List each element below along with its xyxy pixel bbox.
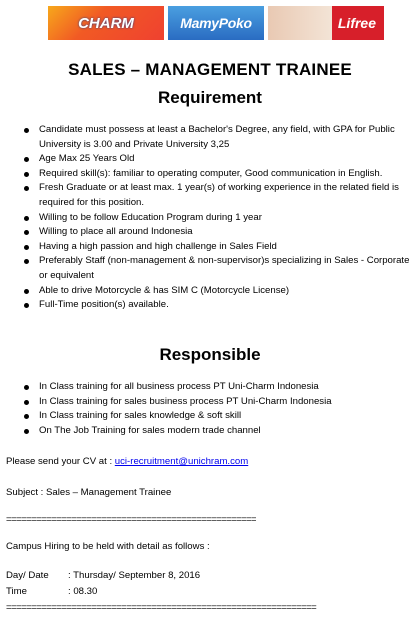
page-title: SALES – MANAGEMENT TRAINEE xyxy=(68,60,352,79)
date-value: : Thursday/ September 8, 2016 xyxy=(68,570,201,581)
responsible-heading: Responsible xyxy=(159,345,261,364)
requirement-item: Required skill(s): familiar to operating computer, Good communication in English. xyxy=(20,167,415,182)
responsible-item: In Class training for all business process PT Uni-Charm Indonesia xyxy=(20,380,415,395)
requirement-item: Candidate must possess at least a Bachelor's Degree, any field, with GPA for Public University is 3.00 and Private University 3,25 xyxy=(20,123,415,152)
responsible-item: In Class training for sales knowledge & soft skill xyxy=(20,409,415,424)
separator-long: ============================================================== xyxy=(6,602,317,613)
email-link[interactable]: uci-recruitment@unichram.com xyxy=(114,456,249,467)
responsible-list xyxy=(20,380,415,438)
charm-logo-text: CHARM xyxy=(78,14,134,32)
requirement-item: Willing to be follow Education Program during 1 year xyxy=(20,211,415,226)
requirement-item: Having a high passion and high challenge in Sales Field xyxy=(20,240,415,255)
requirement-item: Fresh Graduate or at least max. 1 year(s) of working experience in the related field is required for this position. xyxy=(20,181,415,210)
time-row xyxy=(6,586,97,597)
mamypoko-logo xyxy=(168,6,264,40)
responsible-item: In Class training for sales business process PT Uni-Charm Indonesia xyxy=(20,395,415,410)
time-label: Time xyxy=(6,586,27,597)
subject-line: Subject : Sales – Management Trainee xyxy=(6,487,172,498)
cv-instruction-text: Please send your CV at : xyxy=(6,456,115,467)
requirement-heading: Requirement xyxy=(158,88,262,107)
mamypoko-logo-text: MamyPoko xyxy=(180,15,252,31)
requirement-item: Able to drive Motorcycle & has SIM C (Motorcycle License) xyxy=(20,284,415,299)
requirement-item: Preferably Staff (non-management & non-supervisor)s specializing in Sales - Corporate or equivalent xyxy=(20,254,415,283)
lifree-logo xyxy=(268,6,384,40)
sponsor-logos xyxy=(48,6,384,40)
date-label: Day/ Date xyxy=(6,570,49,581)
time-value: : 08.30 xyxy=(68,586,98,597)
requirement-item: Full-Time position(s) available. xyxy=(20,298,415,313)
campus-intro: Campus Hiring to be held with detail as follows : xyxy=(6,541,210,552)
separator-short: ================================================== xyxy=(6,514,257,525)
lifree-logo-text: Lifree xyxy=(337,15,376,31)
cv-instruction xyxy=(6,456,248,467)
charm-logo xyxy=(48,6,164,40)
date-row xyxy=(6,570,200,581)
requirement-item: Willing to place all around Indonesia xyxy=(20,225,415,240)
requirement-list xyxy=(20,123,415,313)
responsible-item: On The Job Training for sales modern trade channel xyxy=(20,424,415,439)
requirement-item: Age Max 25 Years Old xyxy=(20,152,415,167)
